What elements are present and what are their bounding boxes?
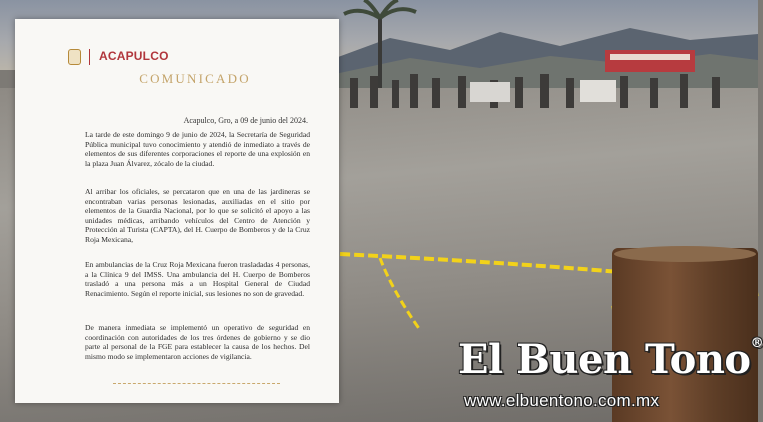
paragraph-3: En ambulancias de la Cruz Roja Mexicana fueron trasladadas 4 personas, a la Clínica 9 del IMSS. Una ambulancia del H. Cuerpo de Bomberos trasladó a una persona más a un Hospital General de Ciudad Renacimiento. Según el reporte inicial, sus lesiones no son de gravedad. — [85, 260, 310, 298]
document-footer-rule — [113, 383, 280, 387]
watermark-logo — [458, 336, 763, 383]
press-release-document — [15, 19, 339, 403]
paragraph-4: De manera inmediata se implementó un operativo de seguridad en coordinación con autoridades de los tres órdenes de gobierno y se dio parte al personal de la FGE para establecer la causa de los hechos. Del mismo modo se implementaron acciones de vigilancia. — [85, 323, 310, 361]
watermark-logo-text: El Buen Tono — [458, 336, 751, 383]
registered-mark: ® — [750, 336, 763, 351]
dateline: Acapulco, Gro, a 09 de junio del 2024. — [183, 116, 308, 125]
document-title: COMUNICADO — [139, 71, 251, 86]
city-seal-icon — [68, 49, 81, 65]
watermark-url: www.elbuentono.com.mx — [464, 391, 660, 410]
brand-name: ACAPULCO — [99, 49, 169, 63]
paragraph-1: La tarde de este domingo 9 de junio de 2024, la Secretaría de Seguridad Pública municipal tuvo conocimiento y atendió de inmediato a través de elementos de sus diferentes corporaciones el reporte de una explosión en la plaza Juan Álvarez, zócalo de la ciudad. — [85, 130, 310, 168]
tree-stump-top — [614, 246, 756, 262]
brand-divider — [89, 49, 90, 65]
paragraph-2: Al arribar los oficiales, se percataron que en una de las jardineras se encontraban varias personas lesionadas, auxiliadas en el sitio por elementos de la Guardia Nacional, por lo que se solicitó el apoyo a las unidades médicas, arribando vehículos del Centro de Atención y Protección al Turista (CAPTA), del H. Cuerpo de Bomberos y de la Cruz Roja Mexicana, — [85, 187, 310, 244]
